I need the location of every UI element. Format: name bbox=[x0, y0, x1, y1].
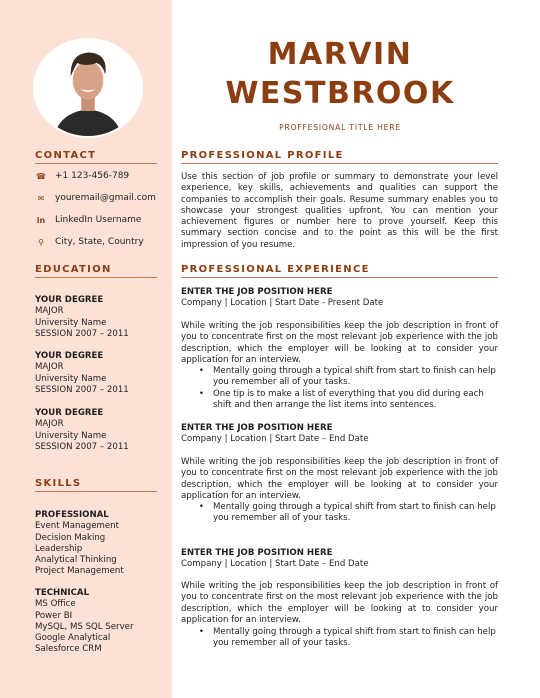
education-entry bbox=[35, 295, 129, 340]
university: University Name bbox=[35, 317, 107, 328]
job-description: While writing the job responsibilities keep the job description in front of you to concentrate first on the most relevant job experience with the job description, which the employer will be looking at to consider your application for an interview. bbox=[181, 321, 498, 365]
location-pin-icon: ⚲ bbox=[38, 237, 44, 247]
job-meta: Company | Location | Start Date – End Date bbox=[181, 559, 369, 569]
skills-professional-heading: PROFESSIONAL bbox=[35, 510, 109, 520]
phone-icon: ☎ bbox=[36, 171, 46, 181]
list-item bbox=[181, 366, 498, 389]
contact-divider bbox=[35, 163, 157, 164]
skill-item: MySQL, MS SQL Server bbox=[35, 621, 134, 632]
skill-item: Event Management bbox=[35, 521, 119, 532]
skill-item: Leadership bbox=[35, 543, 83, 554]
job-bullets bbox=[181, 366, 498, 411]
bullet-icon: • bbox=[198, 366, 204, 376]
skills-technical-heading: TECHNICAL bbox=[35, 588, 90, 598]
session: SESSION 2007 – 2011 bbox=[35, 328, 129, 339]
skills-technical bbox=[35, 588, 134, 656]
major: MAJOR bbox=[35, 419, 64, 430]
university: University Name bbox=[35, 373, 107, 384]
degree: YOUR DEGREE bbox=[35, 408, 104, 418]
degree: YOUR DEGREE bbox=[35, 351, 104, 361]
skill-item: MS Office bbox=[35, 599, 76, 610]
list-item bbox=[181, 389, 498, 412]
job-meta: Company | Location | Start Date - Present Date bbox=[181, 298, 384, 308]
bullet-text: Mentally going through a typical shift from start to finish can help you remember all of your tasks. bbox=[213, 627, 496, 649]
contact-phone bbox=[35, 169, 129, 183]
profile-text: Use this section of job profile or summary to demonstrate your level experience, key skills, achievements and qualities can support the companies to accomplish their goals. Resume summary enables you to showcase your strongest qualities upfront. You can mention your achievement figures or number here to prove yourself. Keep this summary section concise and to the point as this will be the first impression of you resume. bbox=[181, 172, 498, 250]
job-bullets bbox=[181, 502, 498, 525]
skill-item: Decision Making bbox=[35, 532, 106, 543]
linkedin-text: LinkedIn Username bbox=[55, 215, 142, 225]
experience-heading: PROFESSIONAL EXPERIENCE bbox=[181, 264, 370, 275]
contact-linkedin bbox=[35, 213, 141, 227]
name-last: WESTBROOK bbox=[225, 76, 455, 111]
phone-text: +1 123-456-789 bbox=[55, 171, 130, 181]
job-description: While writing the job responsibilities keep the job description in front of you to concentrate first on the most relevant job experience with the job description, which the employer will be looking at to consider your application for an interview. bbox=[181, 581, 498, 625]
major: MAJOR bbox=[35, 306, 64, 317]
mail-icon: ✉ bbox=[37, 193, 45, 203]
job-title: ENTER THE JOB POSITION HERE bbox=[181, 287, 333, 297]
profile-photo bbox=[33, 38, 143, 138]
profile-divider bbox=[181, 163, 498, 164]
contact-email bbox=[35, 191, 156, 205]
degree: YOUR DEGREE bbox=[35, 295, 104, 305]
job-title: ENTER THE JOB POSITION HERE bbox=[181, 423, 333, 433]
session: SESSION 2007 – 2011 bbox=[35, 441, 129, 452]
skills-professional bbox=[35, 510, 124, 578]
bullet-icon: • bbox=[198, 627, 204, 637]
education-entry bbox=[35, 408, 129, 453]
email-text: youremail@gmail.com bbox=[55, 193, 156, 203]
job-description: While writing the job responsibilities keep the job description in front of you to concentrate first on the most relevant job experience with the job description, which the employer will be looking at to consider your application for an interview. bbox=[181, 457, 498, 501]
experience-divider bbox=[181, 277, 498, 278]
skill-item: Power BI bbox=[35, 610, 73, 621]
skill-item: Google Analytical bbox=[35, 633, 111, 644]
bullet-icon: • bbox=[198, 502, 204, 512]
bullet-text: Mentally going through a typical shift from start to finish can help you remember all of your tasks. bbox=[213, 366, 496, 388]
job-meta: Company | Location | Start Date – End Date bbox=[181, 434, 369, 444]
list-item bbox=[181, 627, 498, 650]
education-divider bbox=[35, 277, 157, 278]
skill-item: Project Management bbox=[35, 566, 124, 577]
education-heading: EDUCATION bbox=[35, 264, 112, 275]
name-first: MARVIN bbox=[267, 37, 413, 72]
bullet-text: One tip is to make a list of everything that you did during each shift and then arrange the list items into sentences. bbox=[213, 388, 484, 410]
skills-heading: SKILLS bbox=[35, 478, 82, 489]
skill-item: Salesforce CRM bbox=[35, 644, 102, 655]
profile-photo-image bbox=[35, 40, 141, 136]
bullet-icon: • bbox=[198, 388, 204, 399]
list-item bbox=[181, 502, 498, 525]
professional-title: PROFFESIONAL TITLE HERE bbox=[279, 123, 401, 132]
bullet-text: Mentally going through a typical shift from start to finish can help you remember all of your tasks. bbox=[213, 502, 496, 524]
major: MAJOR bbox=[35, 362, 64, 373]
university: University Name bbox=[35, 430, 107, 441]
profile-heading: PROFESSIONAL PROFILE bbox=[181, 150, 344, 161]
job-bullets bbox=[181, 627, 498, 650]
education-entry bbox=[35, 351, 129, 396]
linkedin-icon: in bbox=[36, 215, 46, 225]
skills-divider bbox=[35, 491, 157, 492]
contact-heading: CONTACT bbox=[35, 150, 97, 161]
job-title: ENTER THE JOB POSITION HERE bbox=[181, 548, 333, 558]
session: SESSION 2007 – 2011 bbox=[35, 384, 129, 395]
location-text: City, State, Country bbox=[55, 237, 144, 247]
skill-item: Analytical Thinking bbox=[35, 555, 117, 566]
contact-location bbox=[35, 235, 144, 249]
